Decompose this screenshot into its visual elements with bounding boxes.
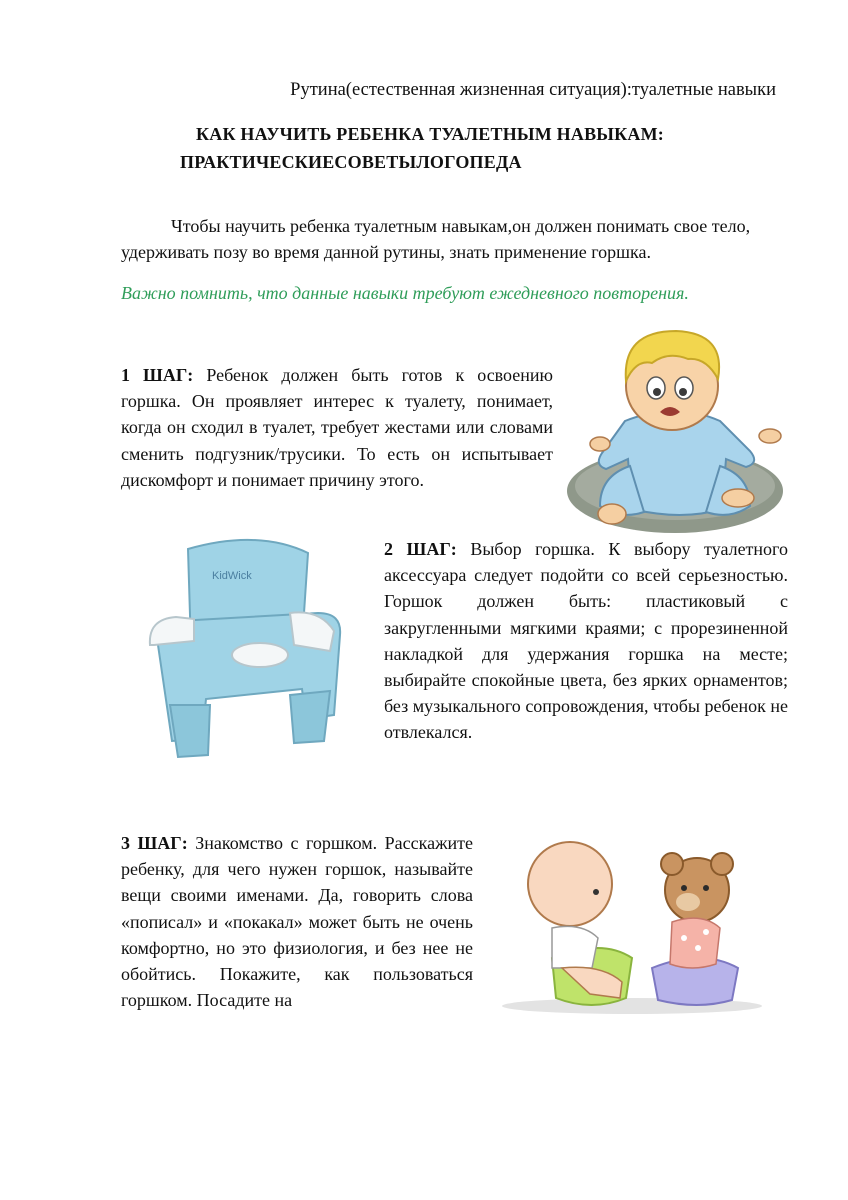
upset-boy-illustration — [560, 326, 786, 538]
potty-brand-text: KidWick — [212, 570, 252, 582]
step-1-paragraph — [121, 362, 553, 493]
baby-and-teddy-on-potty-illustration — [492, 828, 764, 1024]
step-1-text: Ребенок должен быть готов к освоению горшка. Он проявляет интерес к туалету, понимает, когда он сходил в туалет, требует жестами или словами сменить подгузник/трусики. То есть он испытывает дискомфорт и понимает причину этого. — [121, 365, 553, 490]
routine-header: Рутина(естественная жизненная ситуация):туалетные навыки — [290, 80, 776, 100]
step-3-label: 3 ШАГ: — [121, 833, 188, 853]
important-note: Важно помнить, что данные навыки требуют ежедневного повторения. — [121, 283, 689, 303]
intro-paragraph: Чтобы научить ребенка туалетным навыкам,он должен понимать свое тело, удерживать позу во время данной рутины, знать применение горшка. — [121, 216, 751, 262]
step-2-label: 2 ШАГ: — [384, 539, 457, 559]
step-3-text: Знакомство с горшком. Расскажите ребенку, для чего нужен горшок, называйте вещи своими именами. Да, говорить слова «пописал» и «покакал» может быть не очень комфортно, но это физиология, и без нее не обойтись. Покажите, как пользоваться горшком. Посадите на — [121, 833, 473, 1011]
page-title — [0, 120, 848, 176]
page-title-line-2: ПРАКТИЧЕСКИЕСОВЕТЫЛОГОПЕДА — [180, 152, 522, 172]
step-2-paragraph — [384, 536, 788, 746]
step-1-label: 1 ШАГ: — [121, 365, 194, 385]
step-2-text: Выбор горшка. К выбору туалетного аксессуара следует подойти со всей серьезностью. Горшок должен быть: пластиковый с закругленными мягкими краями; с прорезиненной накладкой для удержания горшка на месте; выбирайте спокойные цвета, без ярких орнаментов; без музыкального сопровождения, чтобы ребенок не отвлекался. — [384, 539, 788, 743]
page-title-line-1: КАК НАУЧИТЬ РЕБЕНКА ТУАЛЕТНЫМ НАВЫКАМ: — [196, 124, 664, 144]
step-3-paragraph — [121, 830, 473, 1013]
potty-chair-illustration — [140, 535, 358, 761]
